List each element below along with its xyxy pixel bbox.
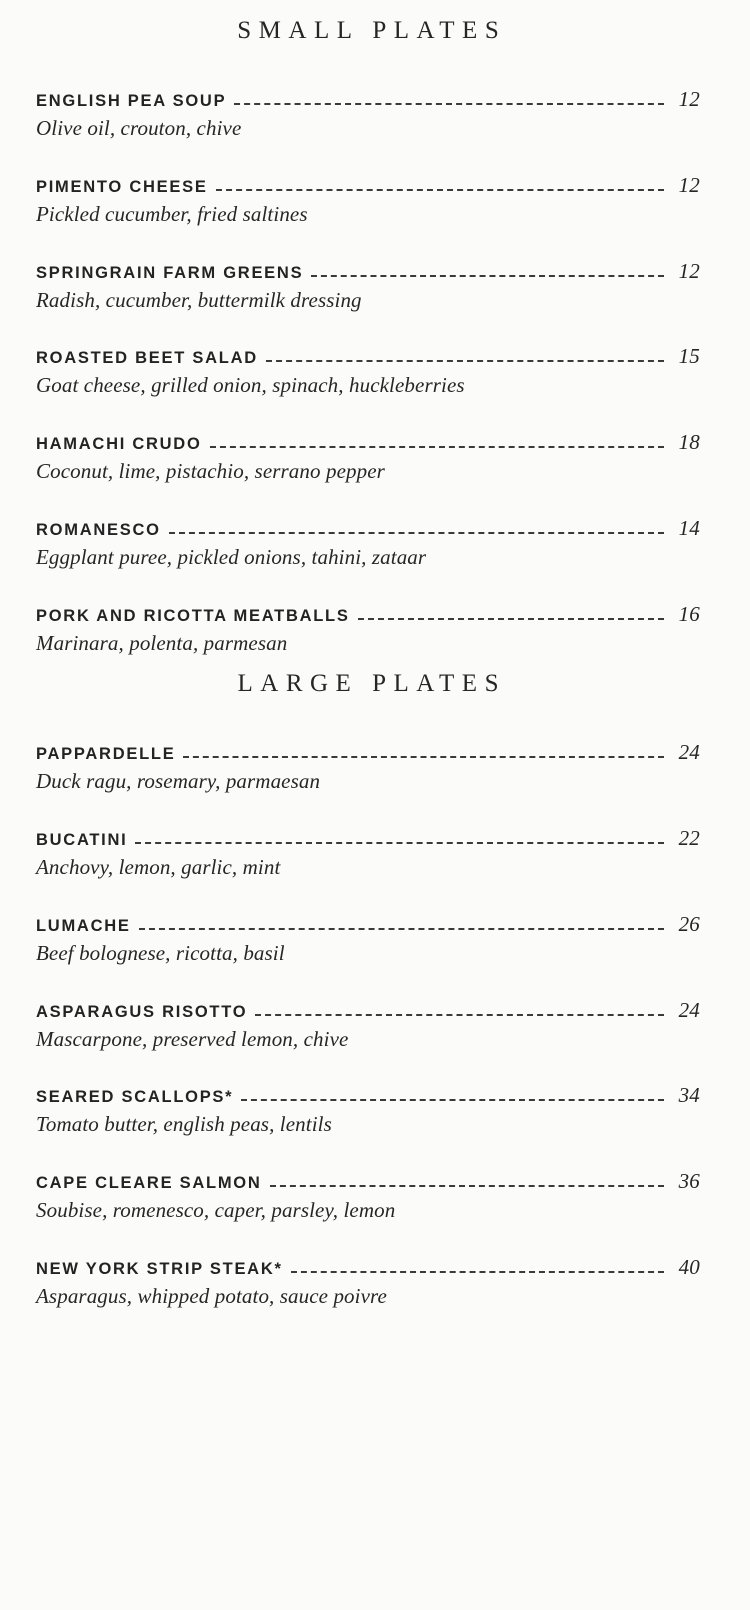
menu-item-name: NEW YORK STRIP STEAK* [36,1259,283,1278]
menu-item-description: Olive oil, crouton, chive [36,116,242,140]
menu-item-name: HAMACHI CRUDO [36,435,202,454]
dotted-leader-line [139,927,664,930]
menu-item-price: 26 [678,911,700,936]
menu-item-description: Pickled cucumber, fried saltines [36,201,308,226]
menu-item-line [36,173,700,198]
menu-item-description: Eggplant puree, pickled onions, tahini, zataar [36,544,427,569]
menu-item-description: Radish, cucumber, buttermilk dressing [36,287,362,312]
menu-item [36,1255,700,1309]
menu-item [36,912,700,966]
menu-item-name: ASPARAGUS RISOTTO [36,1002,248,1021]
menu-item-name: BUCATINI [36,831,128,850]
section-header-small-plates: SMALL PLATES [237,17,507,44]
menu-item [36,87,700,141]
menu-item-line [36,998,700,1023]
menu-item-description: Soubise, romenesco, caper, parsley, lemon [36,1198,396,1223]
menu-item [36,1083,700,1137]
menu-item-description: Duck ragu, rosemary, parmaesan [36,769,321,794]
menu-item-name: LUMACHE [36,916,131,935]
menu-item-price: 18 [678,430,700,455]
menu-item-price: 24 [678,997,700,1022]
menu-item-price: 15 [678,344,700,369]
menu-item [36,173,700,227]
menu-item-name: ROMANESCO [36,520,161,539]
menu-item-price: 22 [678,826,700,851]
menu-item-description: Asparagus, whipped potato, sauce poivre [36,1283,387,1308]
menu-item-list-large-plates [36,740,700,1308]
menu-item [36,740,700,794]
menu-item-price: 14 [678,515,700,540]
menu-item-price: 16 [678,601,700,626]
dotted-leader-line [255,1013,664,1016]
menu-item-name: PIMENTO CHEESE [36,177,208,196]
menu-item-price: 24 [678,740,700,765]
dotted-leader-line [358,617,664,620]
menu-item-description: Anchovy, lemon, garlic, mint [36,855,281,880]
menu-item-line [36,87,700,112]
menu-item-description: Mascarpone, preserved lemon, chive [36,1026,349,1051]
menu-item-line [36,344,700,369]
dotted-leader-line [210,445,664,448]
section-header-large-plates: LARGE PLATES [237,670,506,698]
dotted-leader-line [266,359,664,362]
menu-item-name: CAPE CLEARE SALMON [36,1174,262,1193]
menu-item [36,344,700,398]
dotted-leader-line [270,1184,664,1187]
dotted-leader-line [183,755,664,758]
menu-item-line [36,826,700,851]
menu-item-line [36,1169,700,1194]
menu-item-price: 12 [678,258,700,283]
menu-item-list-small-plates [36,87,700,655]
dotted-leader-line [241,1098,664,1101]
menu-item-line [36,1255,700,1280]
menu-item-price: 36 [678,1169,700,1194]
menu-item-description: Tomato butter, english peas, lentils [36,1112,332,1137]
menu-item [36,1169,700,1223]
menu-item [36,430,700,484]
menu-item-line [36,516,700,541]
dotted-leader-line [216,188,664,191]
menu-item-price: 12 [678,87,700,111]
dotted-leader-line [135,841,664,844]
menu-item [36,516,700,570]
menu-item-description: Goat cheese, grilled onion, spinach, huckleberries [36,373,465,398]
menu-item-description: Beef bolognese, ricotta, basil [36,940,285,965]
menu-item-line [36,740,700,765]
menu-item-line [36,430,700,455]
menu-item-name: ROASTED BEET SALAD [36,349,258,368]
menu-item-price: 40 [678,1254,700,1279]
menu-item-price: 34 [678,1083,700,1108]
dotted-leader-line [234,102,664,105]
menu-item-line [36,1083,700,1108]
menu-item-name: PAPPARDELLE [36,745,176,764]
menu-item-description: Coconut, lime, pistachio, serrano pepper [36,459,385,484]
menu-item-price: 12 [678,172,700,197]
menu-item [36,259,700,313]
menu-item [36,998,700,1052]
menu-item-line [36,259,700,284]
menu-item-description: Marinara, polenta, parmesan [36,630,288,655]
menu-item-name: SPRINGRAIN FARM GREENS [36,263,304,282]
dotted-leader-line [291,1270,664,1273]
menu-item-name: SEARED SCALLOPS* [36,1088,234,1107]
menu-item-line [36,912,700,937]
menu-item-name: PORK AND RICOTTA MEATBALLS [36,606,350,625]
dotted-leader-line [311,274,664,277]
menu-item [36,826,700,880]
menu-item [36,602,700,656]
menu-item-name: ENGLISH PEA SOUP [36,92,227,110]
dotted-leader-line [169,531,664,534]
menu-item-line [36,602,700,627]
